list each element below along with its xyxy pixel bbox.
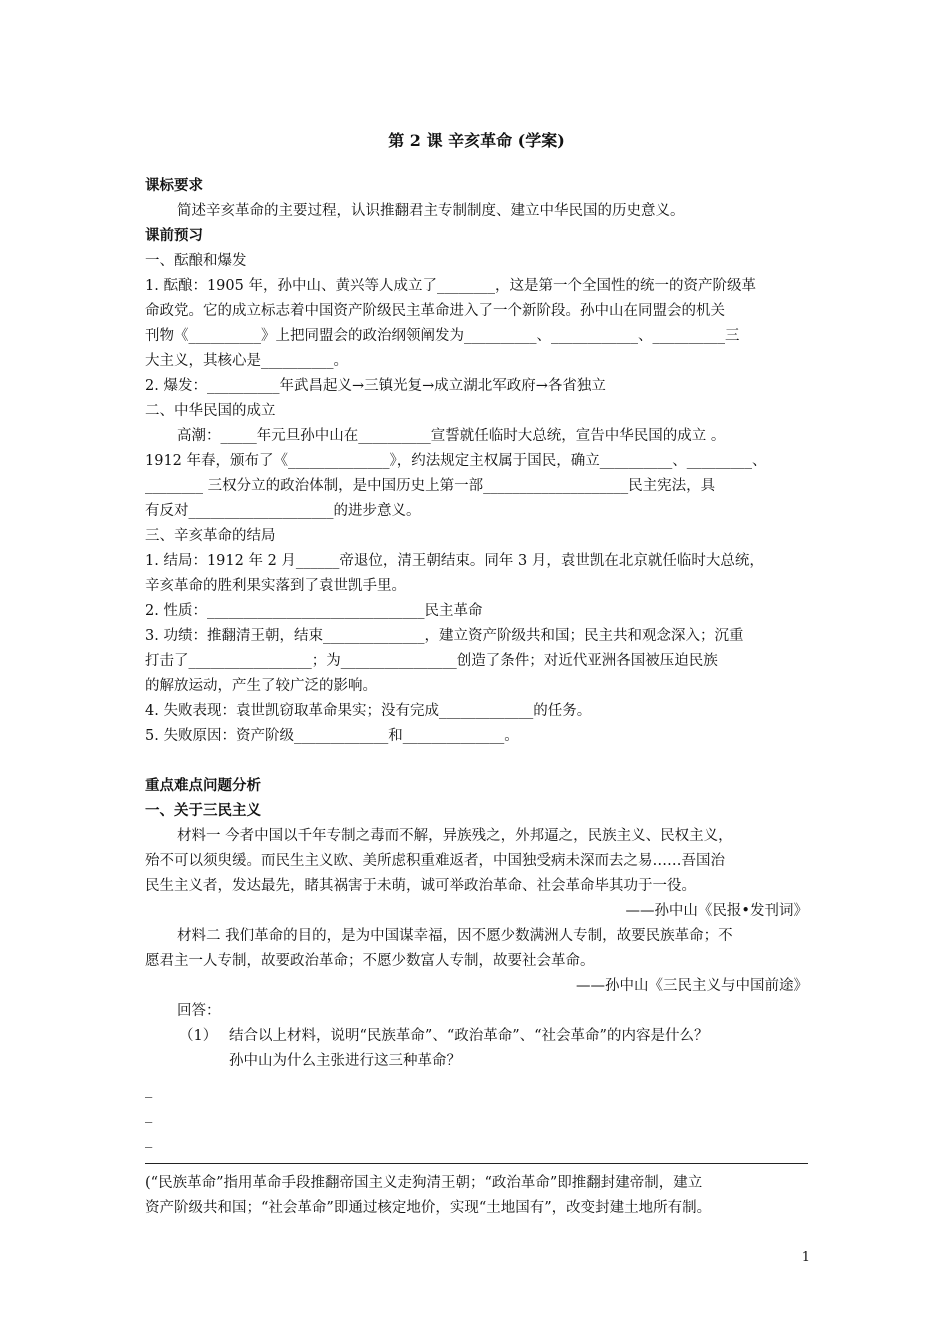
material2-source: ——孙中山《三民主义与中国前途》 xyxy=(576,978,808,994)
part1-line: 大主义，其核心是__________。 xyxy=(145,353,348,369)
part3-line: 辛亥革命的胜利果实落到了袁世凯手里。 xyxy=(145,578,406,594)
answer-text-line: (“民族革命”指用革命手段推翻帝国主义走狗清王朝；“政治革命”即推翻封建帝制，建立 xyxy=(145,1175,703,1191)
part3-line: 5. 失败原因：资产阶级_____________和______________。 xyxy=(145,728,519,744)
part3-line: 2. 性质：______________________________民主革命 xyxy=(145,603,483,619)
part1-line: 命政党。它的成立标志着中国资产阶级民主革命进入了一个新阶段。孙中山在同盟会的机关 xyxy=(145,303,725,319)
part3-line: 1. 结局：1912 年 2 月______帝退位，清王朝结束。同年 3 月，袁世凯在北京就任临时大总统， xyxy=(145,553,764,569)
question1-line: 结合以上材料，说明“民族革命”、“政治革命”、“社会革命”的内容是什么？ xyxy=(229,1028,709,1044)
part2-line: 有反对____________________的进步意义。 xyxy=(145,503,421,519)
part2-line: ________ 三权分立的政治体制，是中国历史上第一部____________________民主宪法，具 xyxy=(145,478,716,494)
part3-title: 三、辛亥革命的结局 xyxy=(145,528,276,544)
answer-divider xyxy=(145,1163,808,1164)
material1-source: ——孙中山《民报•发刊词》 xyxy=(625,903,808,919)
answer-label: 回答： xyxy=(177,1003,221,1019)
question1-number: （1） xyxy=(179,1028,218,1044)
material2-line: 材料二 我们革命的目的，是为中国谋幸福，因不愿少数满洲人专制，故要民族革命；不 xyxy=(177,928,733,944)
page-number: 1 xyxy=(801,1250,810,1265)
question1-line: 孙中山为什么主张进行这三种革命？ xyxy=(229,1053,461,1069)
key1-title: 一、关于三民主义 xyxy=(145,802,261,819)
heading-preview: 课前预习 xyxy=(145,227,203,244)
answer-blank: _ xyxy=(145,1082,153,1098)
standard-text: 简述辛亥革命的主要过程，认识推翻君主专制制度、建立中华民国的历史意义。 xyxy=(177,203,685,219)
material2-line: 愿君主一人专制，故要政治革命；不愿少数富人专制，故要社会革命。 xyxy=(145,953,595,969)
heading-standard: 课标要求 xyxy=(145,177,203,194)
material1-line: 材料一 今者中国以千年专制之毒而不解，异族残之，外邦逼之，民族主义、民权主义， xyxy=(177,828,733,844)
part2-line: 1912 年春，颁布了《______________》，约法规定主权属于国民，确立__________、_________、 xyxy=(145,453,767,469)
heading-key-issues: 重点难点问题分析 xyxy=(145,777,261,794)
part3-line: 3. 功绩：推翻清王朝，结束______________，建立资产阶级共和国；民主共和观念深入；沉重 xyxy=(145,628,744,644)
part1-title: 一、酝酿和爆发 xyxy=(145,253,247,269)
part3-line: 的解放运动，产生了较广泛的影响。 xyxy=(145,678,377,694)
part2-line: 高潮：_____年元旦孙中山在__________宣誓就任临时大总统，宣告中华民国的成立 。 xyxy=(177,428,726,444)
answer-blank: _ xyxy=(145,1132,153,1148)
material1-line: 殆不可以须臾缓。而民生主义欧、美所虑积重难返者，中国独受病未深而去之易……吾国治 xyxy=(145,853,725,869)
page-title: 第 2 课 辛亥革命 (学案) xyxy=(388,131,565,150)
part3-line: 打击了_________________；为________________创造了条件；对近代亚洲各国被压迫民族 xyxy=(145,653,718,669)
part1-line: 1. 酝酿：1905 年，孙中山、黄兴等人成立了________，这是第一个全国性的统一的资产阶级革 xyxy=(145,278,756,294)
part1-line: 2. 爆发：__________年武昌起义→三镇光复→成立湖北军政府→各省独立 xyxy=(145,378,606,394)
answer-text-line: 资产阶级共和国；“社会革命”即通过核定地价，实现“土地国有”，改变封建土地所有制。 xyxy=(145,1200,712,1216)
part1-line: 刊物《__________》上把同盟会的政治纲领阐发为__________、____________、__________三 xyxy=(145,328,740,344)
part2-title: 二、中华民国的成立 xyxy=(145,403,276,419)
answer-blank: _ xyxy=(145,1107,153,1123)
part3-line: 4. 失败表现：袁世凯窃取革命果实；没有完成_____________的任务。 xyxy=(145,703,592,719)
material1-line: 民生主义者，发达最先，睹其祸害于未萌，诚可举政治革命、社会革命毕其功于一役。 xyxy=(145,878,696,894)
